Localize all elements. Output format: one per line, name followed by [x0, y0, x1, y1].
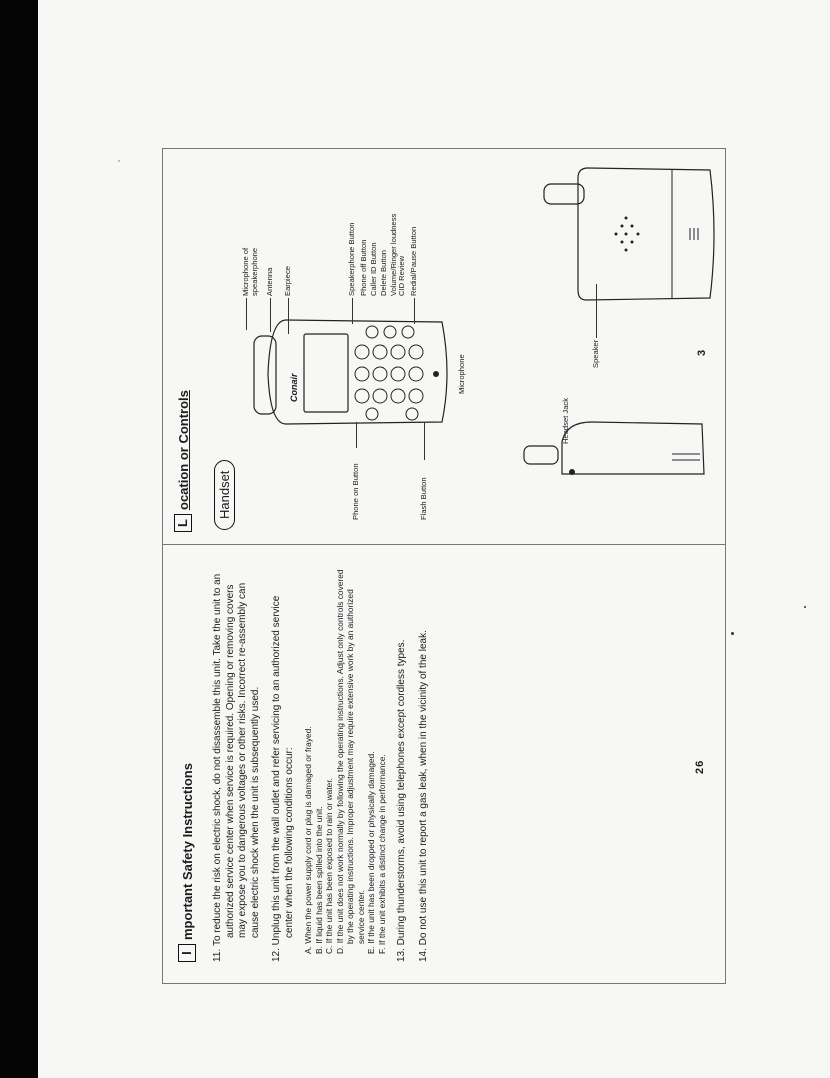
label-volume-ringer: Volume/Ringer loudness — [389, 213, 398, 296]
item-text: Do not use this unit to report a gas leak, when in the vicinity of the leak. — [417, 630, 429, 946]
leader-line — [356, 422, 357, 448]
section-heading — [174, 390, 192, 532]
page-divider — [162, 544, 726, 545]
leader-line — [288, 298, 289, 334]
label-headset-jack: Headset Jack — [561, 397, 570, 444]
label-earpiece: Earpiece — [283, 266, 292, 296]
label-phone-on-button: Phone on Button — [351, 463, 360, 520]
label-redial-pause: Redial/Pause Button — [409, 226, 418, 296]
label-delete-button: Delete Button — [379, 249, 388, 296]
label-microphone-speakerphone: Microphone of speakerphone — [241, 247, 259, 296]
page-number: 3 — [696, 348, 708, 356]
label-caller-id-button: Caller ID Button — [369, 242, 378, 296]
instruction-item — [271, 568, 296, 962]
conditions-list — [303, 568, 387, 962]
instructions-body — [212, 568, 430, 962]
scan-speck — [118, 160, 120, 162]
item-text: Unplug this unit from the wall outlet and refer servicing to an authorized service center when the following conditions occur: — [271, 595, 295, 946]
leader-line — [424, 422, 425, 460]
section-title: ocation or Controls — [175, 390, 191, 510]
label-cid-review: CID Review — [397, 255, 406, 296]
leader-line — [246, 298, 247, 330]
handset-back-diagram — [542, 164, 718, 314]
safety-instructions-page — [162, 546, 726, 984]
leader-line — [352, 298, 353, 324]
condition-item: A. When the power supply cord or plug is damaged or frayed. — [303, 726, 313, 954]
item-number: 12. — [271, 948, 282, 962]
condition-item: B. If liquid has been spilled into the unit. — [313, 806, 324, 954]
label-phone-off-button: Phone off Button — [359, 239, 368, 296]
label-flash-button: Flash Button — [419, 477, 428, 520]
section-letter-box: L — [174, 514, 192, 532]
section-letter-box: I — [178, 944, 196, 962]
instruction-item — [212, 568, 262, 962]
scanner-binding-shadow — [0, 0, 38, 1078]
item-number: 13. — [396, 948, 407, 962]
instruction-item — [396, 568, 409, 962]
condition-item: D. If the unit does not work normally by following the operating instructions. Adjust only controls covered by the operating instructions. Improper adjustment may require extensive work by an authorized service center. — [334, 569, 366, 954]
leader-line — [270, 298, 271, 332]
page-number: 26 — [694, 759, 706, 774]
label-antenna: Antenna — [265, 267, 274, 296]
handset-badge: Handset — [214, 460, 235, 530]
label-speaker: Speaker — [591, 339, 600, 368]
item-number: 11. — [212, 948, 223, 962]
scan-speck — [731, 632, 734, 635]
location-of-controls-page — [162, 148, 726, 544]
leader-line — [596, 284, 597, 338]
condition-item: E. If the unit has been dropped or physically damaged. — [366, 751, 376, 954]
brand-logo-text: Conair — [289, 373, 299, 402]
section-title: mportant Safety Instructions — [179, 763, 195, 940]
item-text: During thunderstorms, avoid using telephones except cordless types. — [396, 639, 407, 946]
condition-item: C. If the unit has been exposed to rain or water. — [324, 778, 334, 954]
instruction-item — [418, 568, 431, 962]
item-text: To reduce the risk on electric shock, do not disassemble this unit. Take the unit to an authorized service center when service is required. Opening or removing covers may expose you to dangerous voltages or other risks. Incorrect re-assembly can cause electric shock when the unit is subsequently used. — [212, 573, 261, 947]
scan-speck — [804, 606, 806, 608]
label-microphone: Microphone — [457, 354, 466, 394]
handset-side-diagram — [522, 414, 712, 504]
condition-item: F. If the unit exhibits a distinct change in performance. — [376, 754, 387, 954]
section-heading — [178, 568, 196, 962]
leader-line — [414, 298, 415, 324]
label-speakerphone-button: Speakerphone Button — [347, 222, 356, 296]
item-number: 14. — [417, 948, 429, 962]
